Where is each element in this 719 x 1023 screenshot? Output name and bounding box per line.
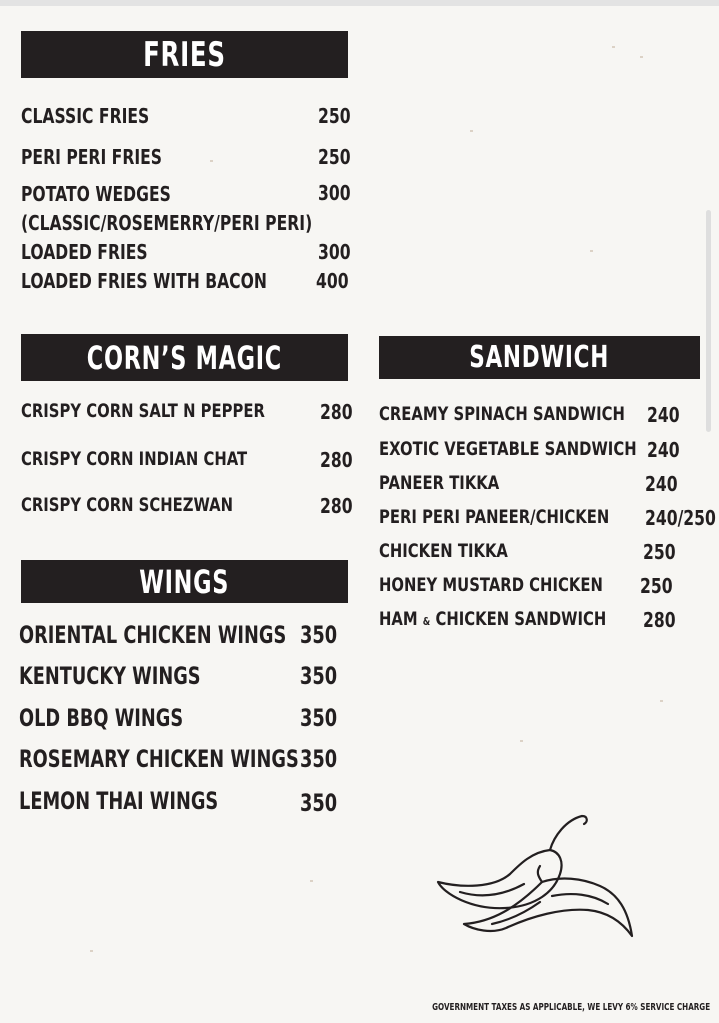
texture-speck	[612, 46, 615, 48]
footer-note: GOVERNMENT TAXES AS APPLICABLE, WE LEVY 6% SERVICE CHARGE	[431, 1002, 710, 1013]
menu-item-part: CHICKEN SANDWICH	[435, 608, 607, 630]
menu-price: 280	[320, 494, 353, 518]
menu-price: 350	[300, 704, 338, 732]
texture-speck	[90, 950, 93, 952]
menu-item: CRISPY CORN SCHEZWAN	[21, 494, 234, 516]
menu-price: 240	[647, 403, 680, 427]
menu-item: LOADED FRIES	[21, 240, 148, 264]
menu-item: CRISPY CORN INDIAN CHAT	[21, 448, 248, 470]
chili-peppers-icon	[432, 812, 637, 947]
menu-item: ROSEMARY CHICKEN WINGS	[19, 745, 299, 773]
menu-item: LEMON THAI WINGS	[19, 787, 219, 815]
menu-price: 350	[300, 745, 338, 773]
menu-price: 250	[318, 104, 351, 128]
wings-title: WINGS	[139, 562, 230, 601]
menu-price: 300	[318, 181, 351, 205]
menu-price: 280	[320, 400, 353, 424]
menu-item: PANEER TIKKA	[379, 472, 500, 494]
menu-item: CHICKEN TIKKA	[379, 540, 508, 562]
texture-speck	[520, 740, 523, 742]
menu-price: 280	[643, 608, 676, 632]
menu-price: 240	[647, 438, 680, 462]
texture-speck	[210, 160, 213, 162]
menu-price: 400	[316, 269, 349, 293]
fries-banner	[21, 31, 348, 78]
menu-price: 250	[318, 145, 351, 169]
menu-item: CREAMY SPINACH SANDWICH	[379, 403, 625, 425]
texture-speck	[470, 130, 473, 132]
menu-item-note: (CLASSIC/ROSEMERRY/PERI PERI)	[21, 211, 313, 235]
menu-item: OLD BBQ WINGS	[19, 704, 184, 732]
menu-item-part: HAM	[379, 608, 418, 630]
top-strip	[0, 0, 719, 6]
texture-speck	[660, 700, 663, 702]
menu-item: CLASSIC FRIES	[21, 104, 150, 128]
menu-item: POTATO WEDGES	[21, 182, 171, 206]
menu-item: ORIENTAL CHICKEN WINGS	[19, 621, 287, 649]
menu-price: 240	[645, 472, 678, 496]
menu-price: 240/250	[645, 506, 716, 530]
menu-item: CRISPY CORN SALT N PEPPER	[21, 400, 265, 422]
menu-item	[379, 608, 606, 630]
texture-speck	[590, 250, 593, 252]
menu-item: PERI PERI PANEER/CHICKEN	[379, 506, 610, 528]
menu-item: EXOTIC VEGETABLE SANDWICH	[379, 438, 637, 460]
menu-price: 350	[300, 662, 338, 690]
texture-speck	[640, 56, 643, 58]
sandwich-banner	[379, 336, 700, 379]
menu-item: KENTUCKY WINGS	[19, 662, 201, 690]
ampersand: &	[422, 615, 431, 628]
menu-item: PERI PERI FRIES	[21, 145, 163, 169]
scrollbar[interactable]	[706, 210, 711, 432]
menu-price: 280	[320, 448, 353, 472]
menu-price: 300	[318, 240, 351, 264]
corn-title: CORN’S MAGIC	[86, 338, 283, 377]
fries-title: FRIES	[143, 34, 226, 75]
wings-banner	[21, 560, 348, 603]
menu-price: 350	[300, 621, 338, 649]
menu-item: LOADED FRIES WITH BACON	[21, 269, 267, 293]
menu-item: HONEY MUSTARD CHICKEN	[379, 574, 603, 596]
sandwich-title: SANDWICH	[469, 340, 610, 375]
corn-banner	[21, 334, 348, 381]
texture-speck	[310, 880, 313, 882]
menu-price: 350	[300, 789, 338, 817]
menu-price: 250	[640, 574, 673, 598]
menu-price: 250	[643, 540, 676, 564]
